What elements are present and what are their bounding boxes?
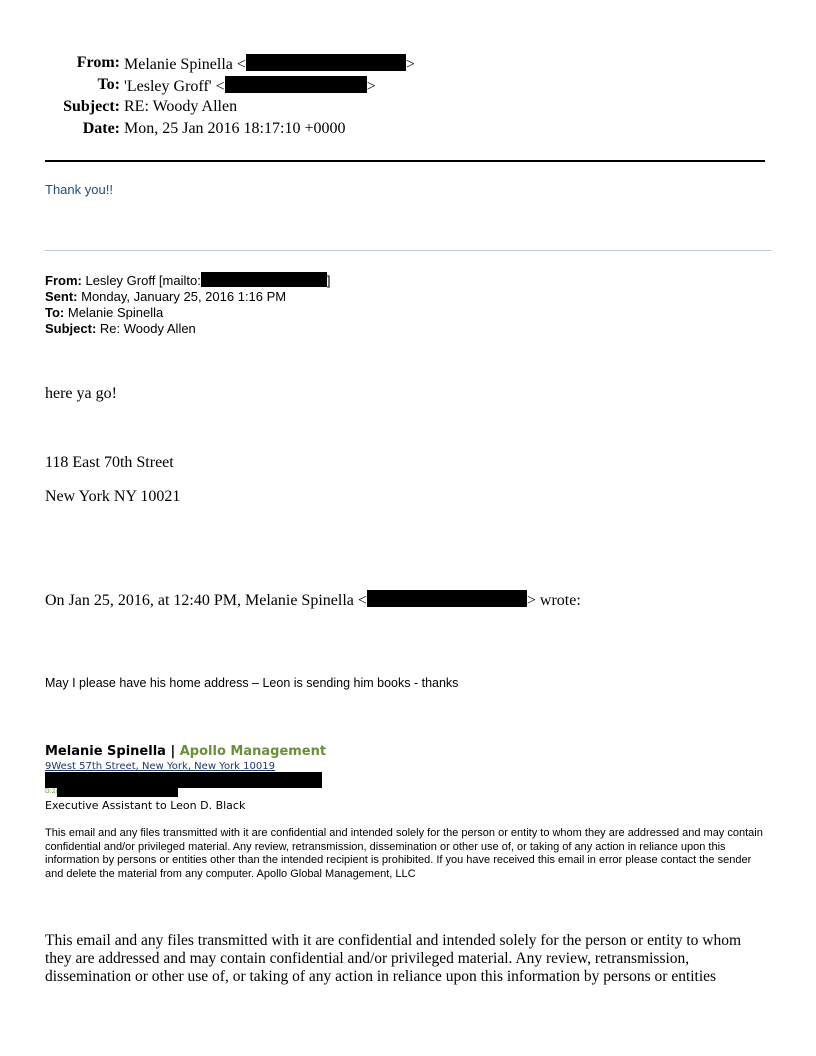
header-to-label: To: (97, 76, 120, 93)
redaction-block (225, 76, 367, 93)
signature-phone-row (45, 788, 178, 798)
forwarded-subject-value: Re: Woody Allen (99, 321, 196, 336)
forwarded-sent-value: Monday, January 25, 2016 1:16 PM (81, 289, 287, 304)
quoted-question: May I please have his home address – Leon is sending him books - thanks (45, 676, 459, 690)
header-to-name: 'Lesley Groff' < (124, 78, 225, 95)
header-to-value (124, 76, 376, 96)
header-from-close: > (405, 56, 415, 73)
forwarded-to-value: Melanie Spinella (67, 305, 164, 320)
quote-intro-text: On Jan 25, 2016, at 12:40 PM, Melanie Spinella < (45, 592, 367, 609)
signature-separator: | (165, 744, 180, 759)
forwarded-subject-row (45, 321, 330, 337)
header-subject-label: Subject: (63, 98, 120, 115)
message-line: here ya go! (45, 385, 117, 402)
header-divider (45, 160, 765, 162)
footer-disclaimer: This email and any files transmitted with it are confidential and intended solely for the person or entity to whom they are addressed and may contain confidential and/or privileged material. Any review, retransmission, dissemination or other use of, or taking of any action in reliance upon this information by persons or entities (45, 932, 742, 985)
header-to-close: > (366, 78, 376, 95)
header-from-value (124, 54, 415, 74)
header-from-row (0, 54, 816, 74)
signature-disclaimer: This email and any files transmitted with it are confidential and intended solely for the person or entity to whom they are addressed and may contain confidential and/or privileged material. Any review, retransmission, dissemination or other use of, or taking of any action in reliance upon this information by persons or entities other than the intended recipient is prohibited. If you have received this email in error please contact the sender and delete the material from any computer. Apollo Global Management, LLC (45, 827, 763, 880)
forwarded-from-close: ] (326, 273, 331, 288)
signature-phone-prefix: D:2/ (45, 788, 58, 795)
header-subject-row (0, 98, 816, 118)
header-from-name: Melanie Spinella < (124, 56, 246, 73)
header-from-label: From: (76, 54, 120, 71)
signature-address-link[interactable]: 9West 57th Street, New York, New York 10019 (45, 761, 275, 772)
redaction-block (57, 788, 178, 797)
forwarded-to-label: To: (45, 305, 65, 320)
header-date-row (0, 120, 816, 140)
forwarded-to-row (45, 305, 330, 321)
forwarded-sent-label: Sent: (45, 289, 78, 304)
redaction-block (367, 590, 527, 607)
signature-name-line (45, 744, 326, 759)
reply-text: Thank you!! (45, 182, 113, 197)
header-date-value: Mon, 25 Jan 2016 18:17:10 +0000 (124, 120, 346, 137)
redaction-block (45, 772, 322, 788)
header-date-label: Date: (82, 120, 120, 137)
signature-title: Executive Assistant to Leon D. Black (45, 799, 246, 812)
forwarded-from-row (45, 272, 330, 289)
quote-intro (45, 590, 581, 610)
forwarded-header (45, 272, 330, 337)
redaction-block (246, 54, 406, 71)
signature-name: Melanie Spinella (45, 744, 166, 759)
address-line-2: New York NY 10021 (45, 488, 181, 505)
forwarded-from-value: Lesley Groff [mailto: (85, 273, 201, 288)
forwarded-from-label: From: (45, 273, 82, 288)
header-to-row (0, 76, 816, 96)
address-line-1: 118 East 70th Street (45, 454, 174, 471)
quote-intro-end: > wrote: (526, 592, 581, 609)
forwarded-sent-row (45, 289, 330, 305)
signature-company: Apollo Management (179, 744, 327, 759)
reply-divider (45, 250, 771, 251)
forwarded-subject-label: Subject: (45, 321, 97, 336)
redaction-block (201, 272, 327, 287)
header-subject-value: RE: Woody Allen (124, 98, 238, 115)
